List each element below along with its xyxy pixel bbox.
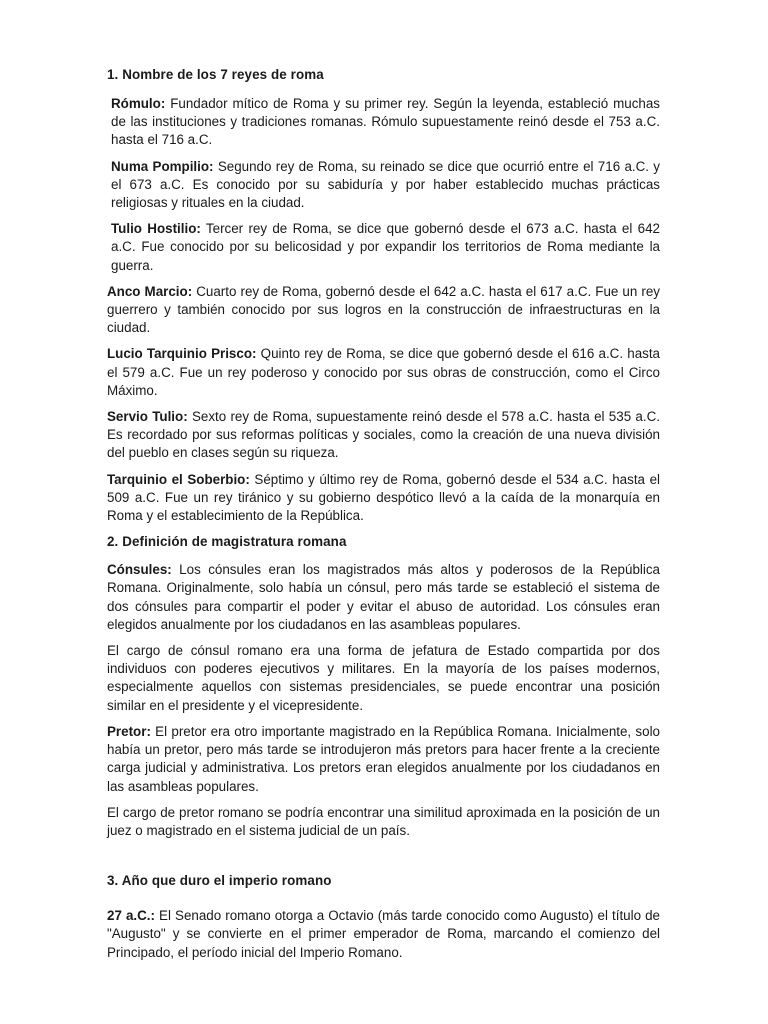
consul-comparison-paragraph: El cargo de cónsul romano era una forma de jefatura de Estado compartida por dos individuos con poderes ejecutivos y militares. En la mayoría de los países modernos, especialmente aquellos con sistemas presidenciales, se puede encontrar una posición similar en el presidente y el vicepresidente. <box>107 643 660 713</box>
pretor-comparison-paragraph: El cargo de pretor romano se podría encontrar una similitud aproximada en la posición de un juez o magistrado en el sistema judicial de un país. <box>107 804 660 838</box>
king-paragraph-anco <box>107 283 660 338</box>
pretor-paragraph <box>107 723 660 796</box>
king-paragraph-servio <box>107 408 660 463</box>
king-description: Quinto rey de Roma, se dice que gobernó desde el 616 a.C. hasta el 579 a.C. Fue un rey poderoso y conocido por sus obras de construcción, como el Circo Máximo. <box>107 346 661 398</box>
king-paragraph-tulio <box>107 220 660 275</box>
king-name: Servio Tulio: <box>107 409 188 425</box>
entry-description: El Senado romano otorga a Octavio (más tarde conocido como Augusto) el título de "Augusto" y se convierte en el primer emperador de Roma, marcando el comienzo del Principado, el período inicial del Imperio Romano. <box>107 908 660 960</box>
king-description: Fundador mítico de Roma y su primer rey. Según la leyenda, estableció muchas de las instituciones y tradiciones romanas. Rómulo supuestamente reinó desde el 753 a.C. hasta el 716 a.C. <box>111 96 660 148</box>
king-name: Tulio Hostilio: <box>111 221 201 237</box>
term-name: Cónsules: <box>107 562 172 578</box>
term-description: Los cónsules eran los magistrados más altos y poderosos de la República Romana. Originalmente, solo había un cónsul, pero más tarde se estableció el sistema de dos cónsules para compartir el poder y evitar el abuso de autoridad. Los cónsules eran elegidos anualmente por los ciudadanos en las asambleas populares. <box>107 562 660 632</box>
king-name: Lucio Tarquinio Prisco: <box>107 346 257 362</box>
king-description: Cuarto rey de Roma, gobernó desde el 642 a.C. hasta el 617 a.C. Fue un rey guerrero y también conocido por sus logros en la construcción de infraestructuras en la ciudad. <box>107 283 660 336</box>
date-label: 27 a.C.: <box>107 908 155 924</box>
king-paragraph-romulo <box>107 95 660 150</box>
king-paragraph-tarquinio <box>107 471 660 526</box>
king-name: Tarquinio el Soberbio: <box>107 471 250 487</box>
king-paragraph-numa <box>107 158 660 213</box>
king-description: Segundo rey de Roma, su reinado se dice que ocurrió entre el 716 a.C. y el 673 a.C. Es conocido por su sabiduría y por haber establecido muchas prácticas religiosas y rituales en la ciudad. <box>111 158 661 211</box>
king-description: Séptimo y último rey de Roma, gobernó desde el 534 a.C. hasta el 509 a.C. Fue un rey tiránico y su gobierno despótico llevó a la caída de la monarquía en Roma y el establecimiento de la República. <box>107 471 660 524</box>
consules-paragraph <box>107 561 660 634</box>
imperio-entry-paragraph <box>107 907 660 962</box>
section-heading-imperio: 3. Año que duro el imperio romano <box>107 873 332 889</box>
document-page <box>107 66 660 962</box>
king-description: Sexto rey de Roma, supuestamente reinó desde el 578 a.C. hasta el 535 a.C. Es recordado por sus reformas políticas y sociales, como la creación de una nueva división del pueblo en clases según su riqueza. <box>107 409 660 461</box>
king-name: Numa Pompilio: <box>111 158 214 174</box>
king-description: Tercer rey de Roma, se dice que gobernó desde el 673 a.C. hasta el 642 a.C. Fue conocido por su belicosidad y por expandir los territorios de Roma mediante la guerra. <box>111 221 660 273</box>
section-heading-magistratura: 2. Definición de magistratura romana <box>107 534 347 550</box>
term-name: Pretor: <box>107 723 151 739</box>
king-name: Anco Marcio: <box>107 283 193 299</box>
king-paragraph-lucio <box>107 345 660 400</box>
section-heading-kings: 1. Nombre de los 7 reyes de roma <box>107 67 324 82</box>
king-name: Rómulo: <box>111 96 166 111</box>
term-description: El pretor era otro importante magistrado en la República Romana. Inicialmente, solo había un pretor, pero más tarde se introdujeron más pretors para hacer frente a la creciente carga judicial y administrativa. Los pretors eran elegidos anualmente por los ciudadanos en las asambleas populares. <box>107 723 660 794</box>
